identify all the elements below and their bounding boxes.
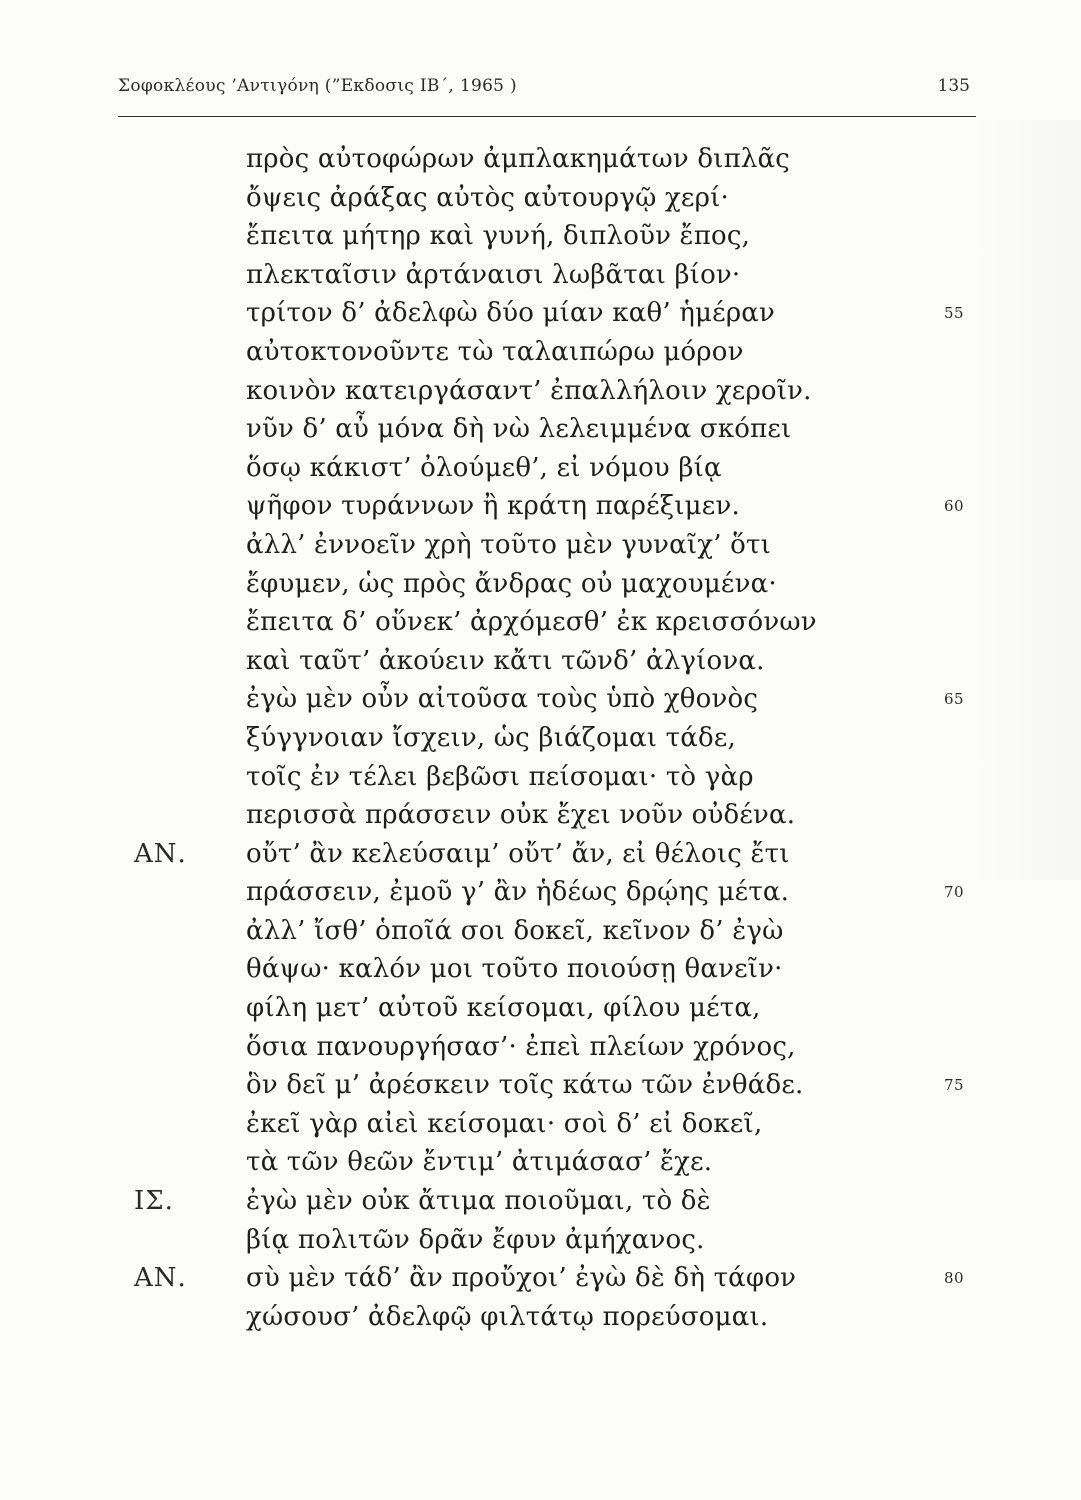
verse-line [0, 877, 1081, 916]
verse-line [0, 298, 1081, 337]
verse-line [0, 1225, 1081, 1264]
verse-text: κοινὸν κατειργάσαντ’ ἐπαλλήλοιν χεροῖν. [246, 375, 812, 406]
verse-line [0, 993, 1081, 1032]
verse-block [0, 144, 1081, 1340]
verse-line [0, 221, 1081, 260]
verse-line [0, 723, 1081, 762]
verse-text: ὄψεις ἀράξας αὐτὸς αὐτουργῷ χερί· [246, 182, 729, 213]
verse-line [0, 453, 1081, 492]
verse-text: πράσσειν, ἐμοῦ γ’ ἂν ἡδέως δρῴης μέτα. [246, 877, 790, 908]
verse-text: νῦν δ’ αὖ μόνα δὴ νὼ λελειμμένα σκόπει [246, 414, 792, 445]
verse-line [0, 684, 1081, 723]
verse-text: φίλη μετ’ αὐτοῦ κείσομαι, φίλου μέτα, [246, 993, 761, 1024]
verse-text: αὐτοκτονοῦντε τὼ ταλαιπώρω μόρον [246, 336, 744, 367]
verse-line [0, 1263, 1081, 1302]
verse-text: καὶ ταῦτ’ ἀκούειν κἄτι τῶνδ’ ἀλγίονα. [246, 645, 765, 676]
speaker-label: ΑΝ. [134, 838, 187, 869]
verse-line [0, 1109, 1081, 1148]
verse-line [0, 1070, 1081, 1109]
verse-text: ὅσια πανουργήσασ’· ἐπεὶ πλείων χρόνος, [246, 1031, 796, 1062]
verse-line [0, 530, 1081, 569]
verse-line [0, 491, 1081, 530]
verse-text: βίᾳ πολιτῶν δρᾶν ἔφυν ἀμήχανος. [246, 1224, 705, 1255]
verse-text: πλεκταῖσιν ἀρτάναισι λωβᾶται βίον· [246, 259, 741, 290]
verse-text: σὺ μὲν τάδ’ ἂν προὔχοι’ ἐγὼ δὲ δὴ τάφον [246, 1263, 797, 1294]
verse-text: ἐγὼ μὲν οὖν αἰτοῦσα τοὺς ὑπὸ χθονὸς [246, 684, 759, 715]
page-number: 135 [937, 76, 970, 96]
header-rule [118, 116, 976, 117]
verse-text: τοῖς ἐν τέλει βεβῶσι πείσομαι· τὸ γὰρ [246, 761, 754, 792]
verse-text: τρίτον δ’ ἀδελφὼ δύο μίαν καθ’ ἡμέραν [246, 298, 776, 329]
verse-text: ἐκεῖ γὰρ αἰεὶ κείσομαι· σοὶ δ’ εἰ δοκεῖ, [246, 1108, 763, 1139]
verse-line [0, 646, 1081, 685]
verse-text: ἀλλ’ ἐννοεῖν χρὴ τοῦτο μὲν γυναῖχ’ ὅτι [246, 529, 771, 560]
verse-text: πρὸς αὐτοφώρων ἀμπλακημάτων διπλᾶς [246, 144, 791, 174]
verse-text: χώσουσ’ ἀδελφῷ φιλτάτῳ πορεύσομαι. [246, 1301, 769, 1332]
line-number: 65 [944, 690, 965, 709]
line-number: 70 [944, 883, 965, 902]
running-title: Σοφοκλέους ’Αντιγόνη (”Εκδοσις ΙΒ΄, 1965 ) [118, 76, 517, 96]
verse-line [0, 839, 1081, 878]
verse-text: θάψω· καλόν μοι τοῦτο ποιούσῃ θανεῖν· [246, 954, 783, 985]
verse-text: τὰ τῶν θεῶν ἔντιμ’ ἀτιμάσασ’ ἔχε. [246, 1147, 713, 1178]
verse-line [0, 1302, 1081, 1341]
verse-line [0, 1186, 1081, 1225]
verse-line [0, 1147, 1081, 1186]
speaker-label: ΑΝ. [134, 1263, 187, 1294]
verse-line [0, 1032, 1081, 1071]
verse-text: ἔπειτα μήτηρ καὶ γυνή, διπλοῦν ἔπος, [246, 221, 751, 252]
verse-text: ἔπειτα δ’ οὕνεκ’ ἀρχόμεσθ’ ἐκ κρεισσόνων [246, 607, 817, 638]
verse-text: ὃν δεῖ μ’ ἀρέσκειν τοῖς κάτω τῶν ἐνθάδε. [246, 1070, 804, 1101]
line-number: 75 [944, 1076, 965, 1095]
line-number: 60 [944, 497, 965, 516]
verse-text: περισσὰ πράσσειν οὐκ ἔχει νοῦν οὐδένα. [246, 800, 796, 831]
verse-text: ψῆφον τυράννων ἢ κράτη παρέξιμεν. [246, 491, 740, 522]
speaker-label: ΙΣ. [134, 1186, 174, 1217]
verse-text: ἀλλ’ ἴσθ’ ὁποῖά σοι δοκεῖ, κεῖνον δ’ ἐγὼ [246, 915, 784, 946]
verse-text: ξύγγνοιαν ἴσχειν, ὡς βιάζομαι τάδε, [246, 722, 736, 753]
verse-line [0, 414, 1081, 453]
verse-text: ὅσῳ κάκιστ’ ὀλούμεθ’, εἰ νόμου βίᾳ [246, 452, 722, 483]
verse-line [0, 376, 1081, 415]
line-number: 80 [944, 1269, 965, 1288]
verse-line [0, 183, 1081, 222]
verse-line [0, 954, 1081, 993]
verse-line [0, 800, 1081, 839]
verse-text: οὔτ’ ἂν κελεύσαιμ’ οὔτ’ ἄν, εἰ θέλοις ἔτι [246, 838, 790, 869]
verse-text: ἐγὼ μὲν οὐκ ἄτιμα ποιοῦμαι, τὸ δὲ [246, 1186, 711, 1217]
verse-line [0, 260, 1081, 299]
verse-text: ἔφυμεν, ὡς πρὸς ἄνδρας οὐ μαχουμένα· [246, 568, 777, 599]
line-number: 55 [944, 304, 965, 323]
verse-line [0, 916, 1081, 955]
verse-line [0, 607, 1081, 646]
running-header [118, 72, 970, 102]
verse-line [0, 144, 1081, 183]
verse-line [0, 762, 1081, 801]
verse-line [0, 569, 1081, 608]
verse-line [0, 337, 1081, 376]
